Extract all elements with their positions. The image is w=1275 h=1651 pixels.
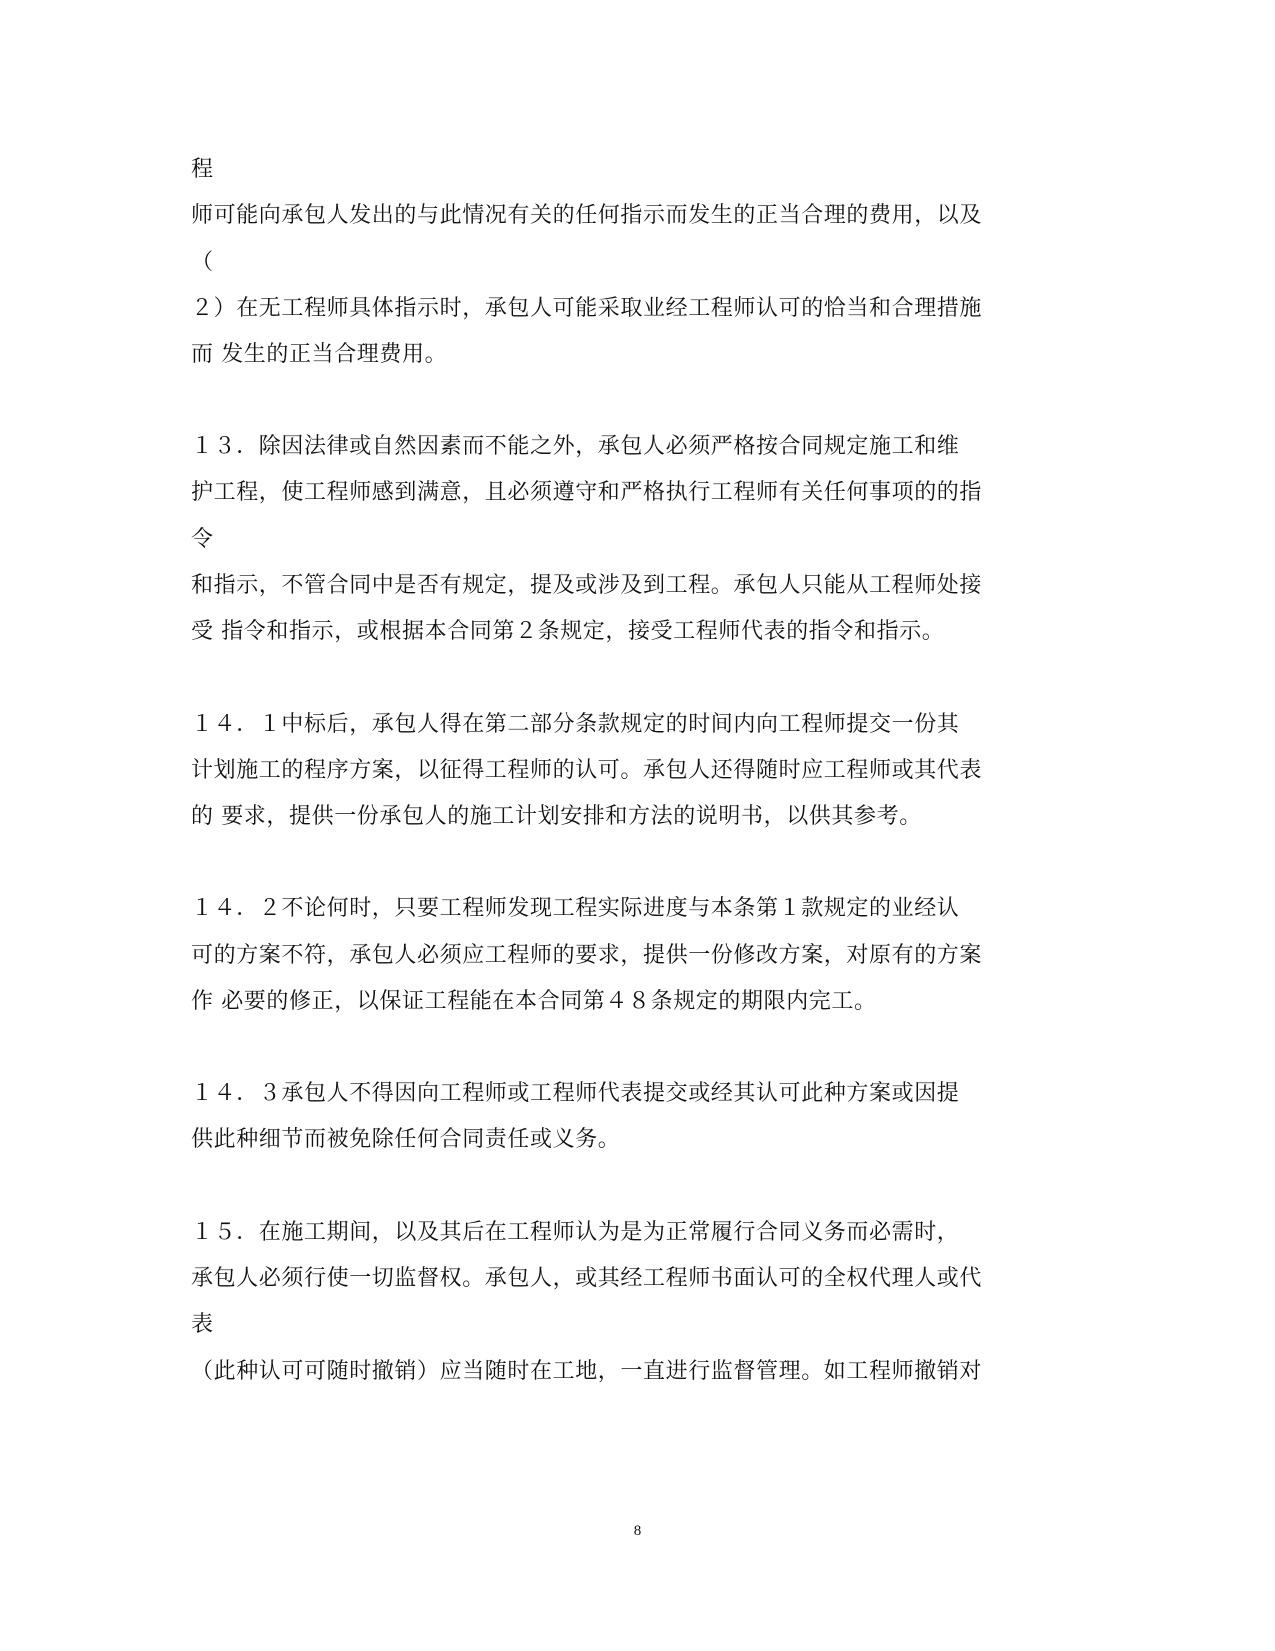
text-line: １４．１中标后，承包人得在第二部分条款规定的时间内向工程师提交一份其 — [191, 712, 960, 737]
text-line: １４．３承包人不得因向工程师或工程师代表提交或经其认可此种方案或因提 — [191, 1081, 960, 1106]
text-line: １５．在施工期间，以及其后在工程师认为是为正常履行合同义务而必需时， — [191, 1220, 960, 1245]
page-number: 8 — [633, 1523, 642, 1539]
text-line: 受 指令和指示，或根据本合同第２条规定，接受工程师代表的指令和指示。 — [191, 619, 945, 644]
text-line: 承包人必须行使一切监督权。承包人，或其经工程师书面认可的全权代理人或代 — [191, 1266, 983, 1291]
text-line: １４．２不论何时，只要工程师发现工程实际进度与本条第１款规定的业经认 — [191, 896, 960, 921]
text-line: 可的方案不符，承包人必须应工程师的要求，提供一份修改方案，对原有的方案 — [191, 943, 983, 968]
text-line: 师可能向承包人发出的与此情况有关的任何指示而发生的正当合理的费用，以及 — [191, 203, 983, 228]
text-line: 而 发生的正当合理费用。 — [191, 342, 448, 367]
text-line: 计划施工的程序方案，以征得工程师的认可。承包人还得随时应工程师或其代表 — [191, 758, 983, 783]
text-line: 供此种细节而被免除任何合同责任或义务。 — [191, 1127, 621, 1152]
text-line: 令 — [191, 527, 214, 552]
text-line: 作 必要的修正，以保证工程能在本合同第４８条规定的期限内完工。 — [191, 989, 877, 1014]
text-line: ２）在无工程师具体指示时，承包人可能采取业经工程师认可的恰当和合理措施 — [191, 296, 983, 321]
text-line: 程 — [191, 157, 214, 182]
text-line: 护工程，使工程师感到满意，且必须遵守和严格执行工程师有关任何事项的的指 — [191, 480, 983, 505]
text-line: 和指示，不管合同中是否有规定，提及或涉及到工程。承包人只能从工程师处接 — [191, 573, 983, 598]
text-line: １３．除因法律或自然因素而不能之外，承包人必须严格按合同规定施工和维 — [191, 434, 960, 459]
text-line: （ — [191, 250, 214, 275]
text-line: （此种认可可随时撤销）应当随时在工地，一直进行监督管理。如工程师撤销对 — [191, 1359, 983, 1384]
text-line: 表 — [191, 1312, 214, 1337]
text-line: 的 要求，提供一份承包人的施工计划安排和方法的说明书，以供其参考。 — [191, 804, 922, 829]
